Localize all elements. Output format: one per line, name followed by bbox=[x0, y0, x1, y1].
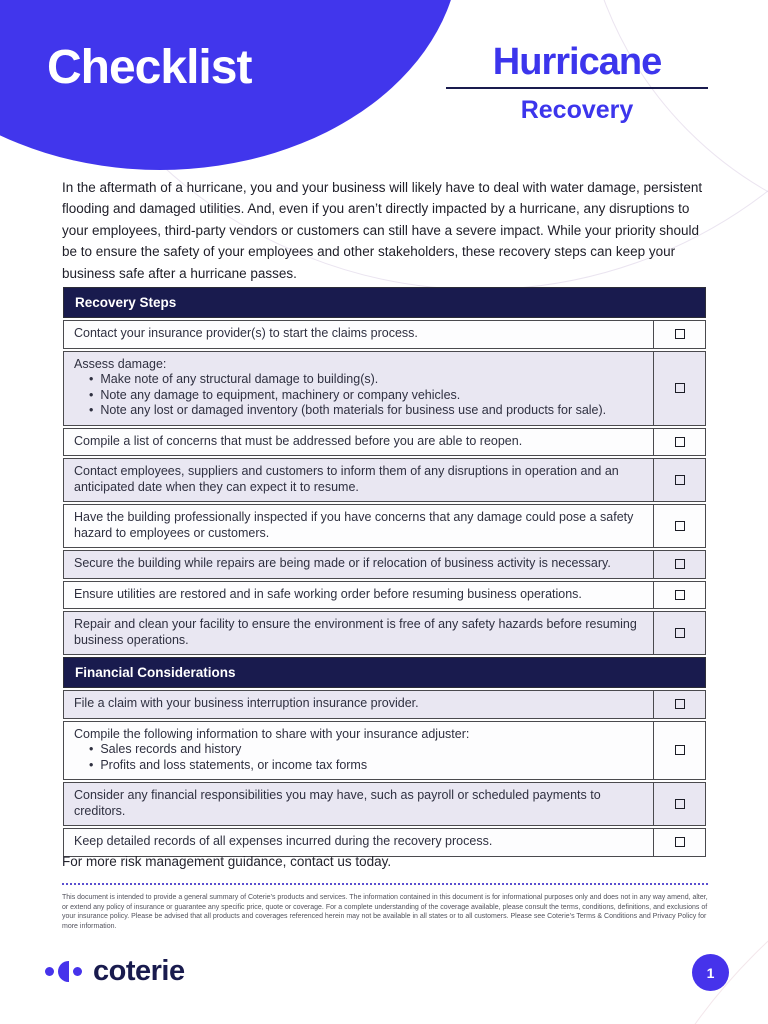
bullet-item: • Note any lost or damaged inventory (both materials for business use and products for sale). bbox=[89, 403, 643, 419]
checklist-row bbox=[63, 721, 706, 781]
checkbox-icon[interactable] bbox=[675, 521, 685, 531]
section-header: Recovery Steps bbox=[63, 287, 706, 318]
checkbox-icon[interactable] bbox=[675, 329, 685, 339]
logo-dot-icon bbox=[73, 967, 82, 976]
checkbox-cell bbox=[654, 352, 705, 425]
checkbox-cell bbox=[654, 505, 705, 547]
logo-dot-icon bbox=[45, 967, 54, 976]
checkbox-icon[interactable] bbox=[675, 475, 685, 485]
checklist-item-text: Secure the building while repairs are being made or if relocation of business activity is necessary. bbox=[64, 551, 654, 578]
checkbox-cell bbox=[654, 722, 705, 780]
checklist-row bbox=[63, 550, 706, 579]
checklist-row bbox=[63, 611, 706, 655]
checklist-row bbox=[63, 320, 706, 349]
checklist-item-text: Compile a list of concerns that must be addressed before you are able to reopen. bbox=[64, 429, 654, 456]
section-header: Financial Considerations bbox=[63, 657, 706, 688]
document-subtitle: Recovery bbox=[520, 96, 634, 125]
checklist-item-text: Compile the following information to share with your insurance adjuster: • Sales records and history • Profits and loss statements, or income tax forms bbox=[64, 722, 654, 780]
checkbox-cell bbox=[654, 551, 705, 578]
checkbox-icon[interactable] bbox=[675, 799, 685, 809]
page-number-badge bbox=[692, 954, 729, 991]
checkbox-cell bbox=[654, 691, 705, 718]
checklist-item-bullets bbox=[74, 372, 643, 419]
checkbox-cell bbox=[654, 783, 705, 825]
intro-paragraph: In the aftermath of a hurricane, you and your business will likely have to deal with water damage, persistent flooding and damaged utilities. And, even if you aren’t directly impacted by a hurricane, any disruptions to your employees, third-party vendors or customers can still have a severe impact. While your priority should be to ensure the safety of your employees and other stakeholders, these recovery steps can keep your business safe after a hurricane passes. bbox=[62, 180, 703, 281]
checklist-item-text: Have the building professionally inspected if you have concerns that any damage could pose a safety hazard to employees or customers. bbox=[64, 505, 654, 547]
dotted-divider bbox=[62, 883, 708, 885]
checkbox-icon[interactable] bbox=[675, 383, 685, 393]
checkbox-icon[interactable] bbox=[675, 745, 685, 755]
checkbox-cell bbox=[654, 429, 705, 456]
checkbox-icon[interactable] bbox=[675, 590, 685, 600]
title-underline bbox=[446, 87, 708, 89]
checklist-row bbox=[63, 581, 706, 610]
checkbox-cell bbox=[654, 582, 705, 609]
checklist-item-text: Contact your insurance provider(s) to start the claims process. bbox=[64, 321, 654, 348]
checklist-item-bullets bbox=[74, 742, 643, 773]
checklist-item-text: Ensure utilities are restored and in safe working order before resuming business operations. bbox=[64, 582, 654, 609]
checkbox-icon[interactable] bbox=[675, 628, 685, 638]
checklist-item-text: Consider any financial responsibilities you may have, such as payroll or scheduled payments to creditors. bbox=[64, 783, 654, 825]
checkbox-icon[interactable] bbox=[675, 437, 685, 447]
checkbox-cell bbox=[654, 321, 705, 348]
checklist-item-text: Contact employees, suppliers and customers to inform them of any disruptions in operation and an anticipated date when they can expect it to resume. bbox=[64, 459, 654, 501]
bullet-item: • Make note of any structural damage to building(s). bbox=[89, 372, 643, 388]
logo-halfdisc-icon bbox=[58, 961, 69, 982]
brand-wordmark: coterie bbox=[93, 954, 185, 987]
checkbox-cell bbox=[654, 459, 705, 501]
checklist-row bbox=[63, 351, 706, 426]
checklist-row bbox=[63, 428, 706, 457]
checklist-item-text: File a claim with your business interruption insurance provider. bbox=[64, 691, 654, 718]
checklist-item-text: Assess damage: • Make note of any structural damage to building(s). • Note any damage to equipment, machinery or company vehicles. • Note any lost or damaged inventory (both materials for business use and products for sale). bbox=[64, 352, 654, 425]
checkbox-cell bbox=[654, 829, 705, 856]
bullet-item: • Sales records and history bbox=[89, 742, 643, 758]
checklist-row bbox=[63, 458, 706, 502]
page-number: 1 bbox=[706, 964, 715, 981]
checkbox-icon[interactable] bbox=[675, 699, 685, 709]
checkbox-icon[interactable] bbox=[675, 837, 685, 847]
title-block bbox=[446, 38, 708, 125]
contact-cta-text: For more risk management guidance, contact us today. bbox=[62, 854, 392, 869]
checklist-item-text: Keep detailed records of all expenses incurred during the recovery process. bbox=[64, 829, 654, 856]
checkbox-icon[interactable] bbox=[675, 559, 685, 569]
checklist-banner-title: Checklist bbox=[47, 41, 252, 94]
bullet-item: • Note any damage to equipment, machinery or company vehicles. bbox=[89, 388, 643, 404]
checklist-table bbox=[63, 287, 706, 859]
legal-disclaimer: This document is intended to provide a general summary of Coterie’s products and services. The information contained in this document is for informational purposes only and does not in any way amend, alter, or extend any policy of insurance or guarantee any specific price, quote or coverage. For a complete understanding of the coverage available, please consult the terms, conditions, definitions, and exclusions of your insurance policy. Please be advised that all products and coverages referenced herein may not be available in all states or to all customers. Please see Coterie’s Terms & Conditions and Privacy Policy for more information. bbox=[62, 894, 708, 930]
checklist-item-text: Repair and clean your facility to ensure the environment is free of any safety hazards before resuming business operations. bbox=[64, 612, 654, 654]
checklist-row bbox=[63, 504, 706, 548]
checklist-row bbox=[63, 782, 706, 826]
checklist-row bbox=[63, 690, 706, 719]
checklist-row bbox=[63, 828, 706, 857]
bullet-item: • Profits and loss statements, or income tax forms bbox=[89, 758, 643, 774]
coterie-logo bbox=[45, 951, 185, 991]
document-title: Hurricane bbox=[492, 41, 662, 83]
checkbox-cell bbox=[654, 612, 705, 654]
